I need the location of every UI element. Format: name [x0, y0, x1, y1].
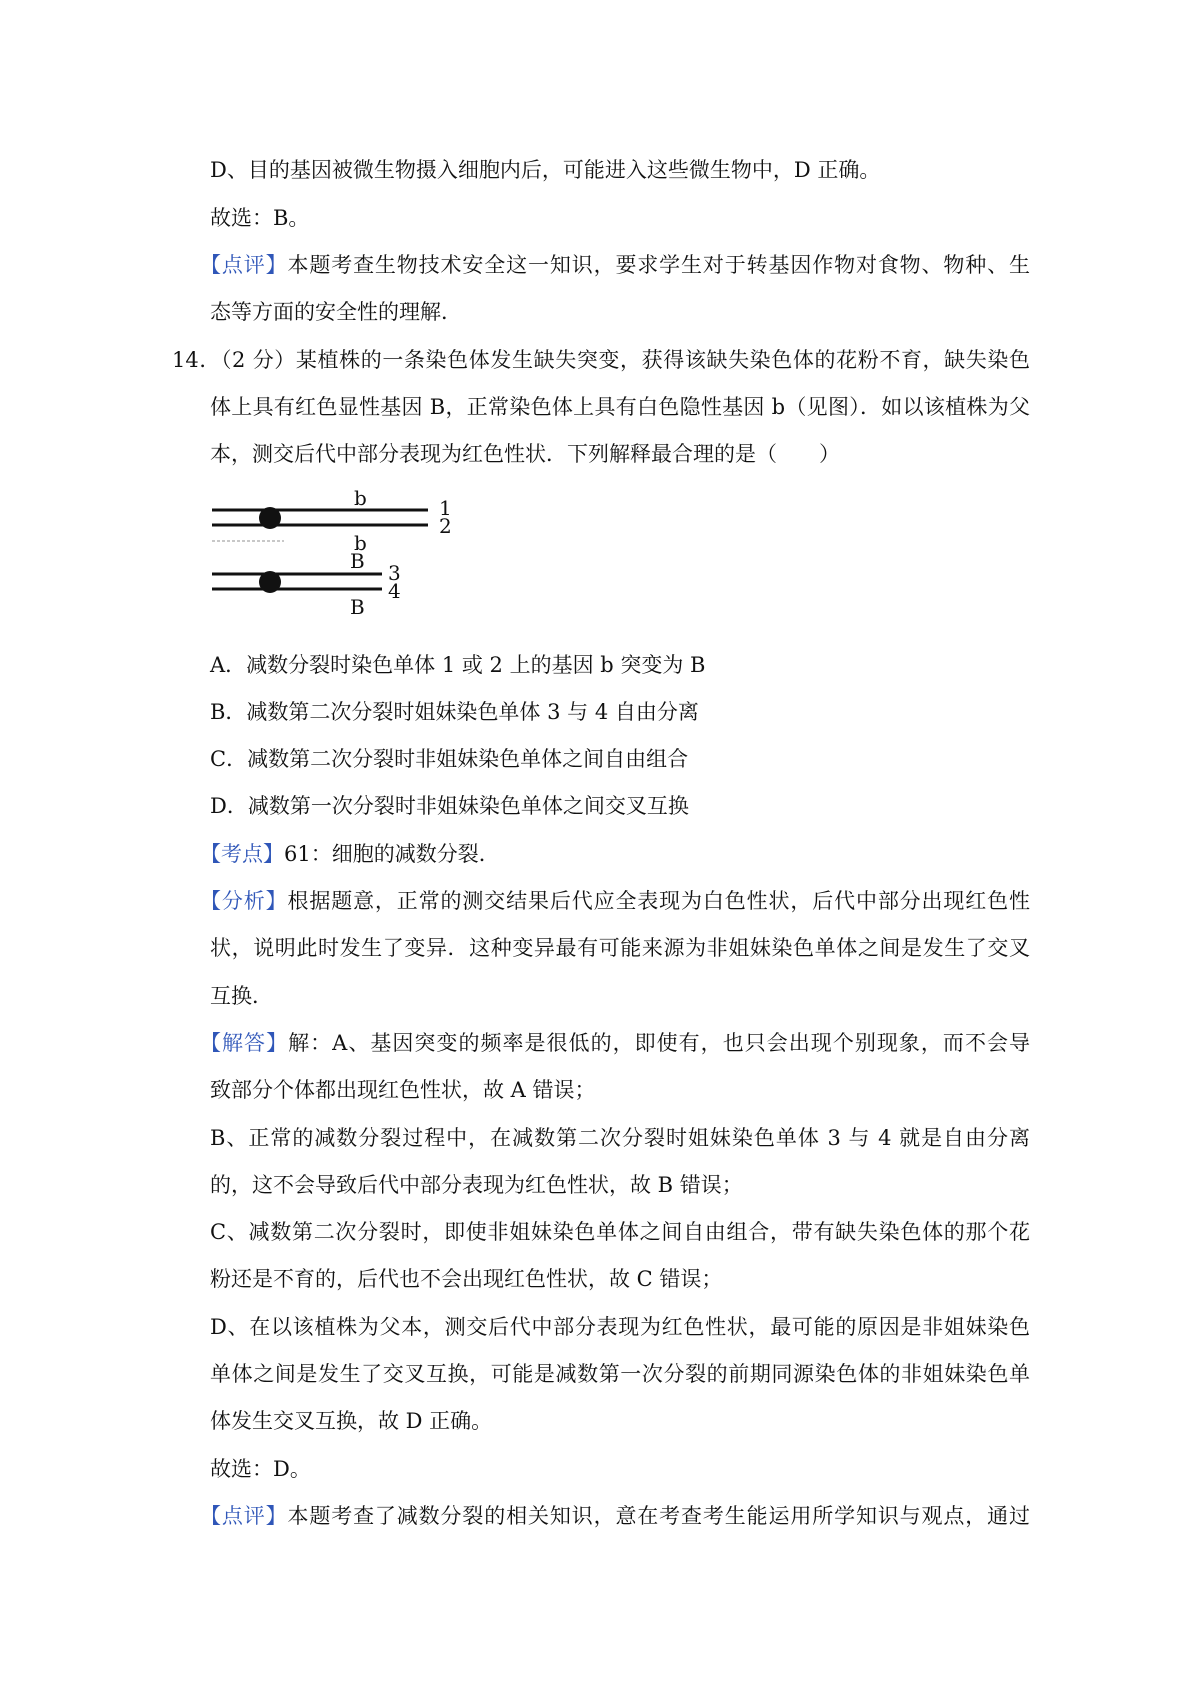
jieda-tag: 【解答】: [200, 1031, 289, 1055]
prev-review-line2: 态等方面的安全性的理解．: [210, 300, 462, 324]
label-1: 1: [439, 496, 452, 520]
kaodian-tag: 【考点】: [200, 842, 284, 866]
review-tag: 【点评】: [200, 253, 288, 277]
fenxi-text1: 根据题意，正常的测交结果后代应全表现为白色性状，后代中部分出现红色性: [287, 889, 1031, 913]
fenxi-line3: 互换．: [210, 984, 273, 1008]
kaodian-text: 61：细胞的减数分裂．: [284, 842, 500, 866]
option-b: B．减数第二次分裂时姐妹染色单体 3 与 4 自由分离: [210, 700, 699, 724]
gene-b-top: b: [354, 488, 367, 510]
jieda-b-line2: 的，这不会导致后代中部分表现为红色性状，故 B 错误；: [210, 1173, 743, 1197]
review-text: 本题考查生物技术安全这一知识，要求学生对于转基因作物对食物、物种、生: [287, 253, 1031, 277]
fenxi-line2: 状，说明此时发生了变异．这种变异最有可能来源为非姐妹染色单体之间是发生了交叉: [210, 936, 1030, 960]
label-3: 3: [388, 561, 401, 585]
fenxi-line1: [200, 886, 1030, 916]
review2-text: 本题考查了减数分裂的相关知识，意在考查考生能运用所学知识与观点，通过: [287, 1504, 1031, 1528]
label-2: 2: [439, 514, 452, 538]
centromere-lower: [259, 571, 281, 593]
jieda-d-line1: D、在以该植株为父本，测交后代中部分表现为红色性状，最可能的原因是非姐妹染色: [210, 1315, 1030, 1339]
option-a: A．减数分裂时染色单体 1 或 2 上的基因 b 突变为 B: [210, 653, 706, 677]
jieda-d-line2: 单体之间是发生了交叉互换，可能是减数第一次分裂的前期同源染色体的非姐妹染色单: [210, 1362, 1030, 1386]
review2-tag: 【点评】: [200, 1504, 288, 1528]
question-stem-line3: 本，测交后代中部分表现为红色性状．下列解释最合理的是（ ）: [210, 442, 840, 466]
jieda-a-text1: 解：A、基因突变的频率是很低的，即使有，也只会出现个别现象，而不会导: [288, 1031, 1030, 1055]
chromosome-diagram: [200, 488, 460, 633]
question-stem-line1: 14．（2 分）某植株的一条染色体发生缺失突变，获得该缺失染色体的花粉不育，缺失染色: [172, 348, 1030, 372]
prev-review-line1: [200, 250, 1030, 280]
label-4: 4: [388, 579, 401, 603]
jieda-a-line1: [200, 1028, 1030, 1058]
jieda-a-line2: 致部分个体都出现红色性状，故 A 错误；: [210, 1078, 596, 1102]
centromere-upper: [259, 507, 281, 529]
jieda-b-line1: B、正常的减数分裂过程中，在减数第二次分裂时姐妹染色单体 3 与 4 就是自由分离: [210, 1126, 1030, 1150]
prev-option-d-explanation: D、目的基因被微生物摄入细胞内后，可能进入这些微生物中，D 正确。: [210, 158, 881, 182]
gene-B-top: B: [350, 549, 365, 573]
jieda-c-line1: C、减数第二次分裂时，即使非姐妹染色单体之间自由组合，带有缺失染色体的那个花: [210, 1220, 1030, 1244]
prev-answer: 故选：B。: [210, 206, 310, 230]
fenxi-tag: 【分析】: [200, 889, 288, 913]
review2-line: [200, 1501, 1030, 1531]
jieda-d-line3: 体发生交叉互换，故 D 正确。: [210, 1409, 493, 1433]
gene-B-bottom: B: [350, 595, 365, 619]
option-d: D．减数第一次分裂时非姐妹染色单体之间交叉互换: [210, 794, 689, 818]
kaodian-line: [200, 839, 1020, 869]
jieda-c-line2: 粉还是不育的，后代也不会出现红色性状，故 C 错误；: [210, 1267, 723, 1291]
gene-b-bottom: b: [354, 531, 367, 555]
question-stem-line2: 体上具有红色显性基因 B，正常染色体上具有白色隐性基因 b（见图）．如以该植株为父: [210, 395, 1030, 419]
option-c: C．减数第二次分裂时非姐妹染色单体之间自由组合: [210, 747, 689, 771]
jieda-answer: 故选：D。: [210, 1457, 311, 1481]
